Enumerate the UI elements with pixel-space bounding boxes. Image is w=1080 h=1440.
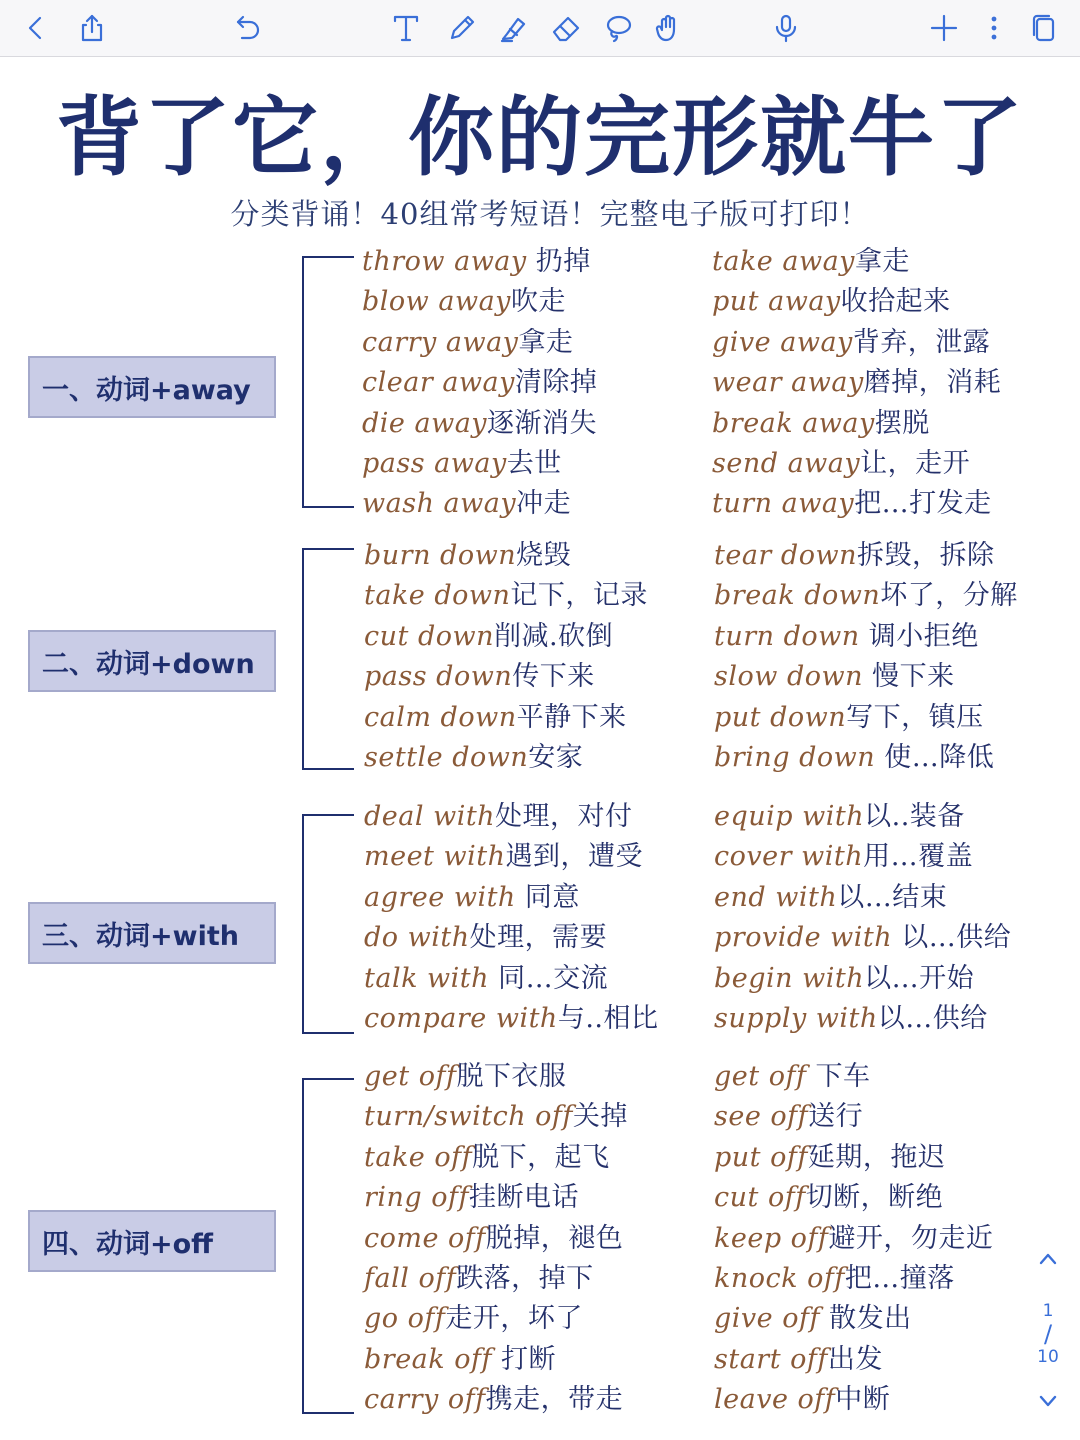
phrase-row	[364, 576, 648, 616]
phrase-row	[714, 1259, 993, 1299]
phrase-chinese: 传下来	[512, 661, 595, 693]
phrase-chinese: 烧毁	[516, 540, 572, 571]
phrase-row	[712, 363, 1001, 403]
phrase-chinese: 遇到，遭受	[505, 841, 643, 873]
phrase-english: provide with	[714, 922, 893, 954]
phrase-row	[364, 738, 648, 778]
phrase-english: take down	[364, 580, 511, 612]
phrase-english: blow away	[362, 286, 511, 318]
phrase-chinese: 下车	[806, 1061, 871, 1092]
phrase-chinese: 安家	[528, 741, 584, 773]
page-subtitle: 分类背诵！40组常考短语！完整电子版可打印！	[230, 197, 870, 231]
phrase-row	[364, 1138, 628, 1178]
phrase-english: keep off	[714, 1222, 829, 1254]
phrase-row	[714, 878, 1011, 918]
phrase-row	[362, 323, 597, 363]
phrase-row	[714, 698, 1018, 738]
phrase-english: end with	[714, 881, 838, 913]
phrase-english: put down	[714, 701, 847, 733]
phrase-list-right	[714, 797, 1011, 1039]
phrase-english: pass down	[364, 661, 513, 693]
phrase-row	[362, 444, 597, 484]
phrase-row	[364, 1057, 628, 1097]
phrase-list-right	[714, 1057, 993, 1421]
phrase-english: take away	[712, 246, 855, 277]
phrase-chinese: 以..装备	[864, 801, 965, 832]
phrase-row	[364, 1380, 628, 1420]
page-up-icon[interactable]	[1024, 1244, 1072, 1274]
phrase-row	[712, 242, 1001, 282]
phrase-row	[364, 536, 648, 576]
pen-icon[interactable]	[442, 8, 482, 48]
phrase-row	[714, 1178, 993, 1218]
phrase-english: ring off	[364, 1182, 470, 1214]
phrase-english: throw away	[362, 246, 527, 277]
phrase-english: send away	[712, 447, 861, 479]
phrase-english: settle down	[364, 741, 529, 773]
category-label-down: 二、动词+down	[28, 630, 276, 692]
phrase-chinese: 平静下来	[516, 701, 627, 733]
phrase-english: slow down	[714, 661, 863, 693]
phrase-english: wash away	[362, 488, 517, 520]
phrase-row	[714, 1299, 993, 1339]
phrase-english: get off	[364, 1061, 457, 1092]
bracket-away	[302, 256, 354, 508]
phrase-english: die away	[362, 407, 488, 439]
phrase-chinese: 以…供给	[892, 922, 1012, 954]
phrase-row	[364, 657, 648, 697]
phrase-chinese: 同意	[515, 881, 580, 913]
lasso-icon[interactable]	[598, 8, 638, 48]
phrase-list-right	[712, 242, 1001, 525]
page-down-icon[interactable]	[1024, 1386, 1072, 1416]
phrase-row	[364, 1299, 628, 1339]
phrase-english: knock off	[714, 1262, 845, 1294]
page-title: 背了它，你的完形就牛了	[56, 88, 1024, 188]
phrase-row	[714, 1340, 993, 1380]
phrase-row	[714, 1138, 993, 1178]
phrase-row	[364, 918, 659, 958]
phrase-english: turn/switch off	[364, 1101, 573, 1133]
hand-icon[interactable]	[648, 8, 688, 48]
phrase-english: leave off	[714, 1384, 836, 1416]
phrase-chinese: 记下，记录	[510, 580, 648, 612]
phrase-row	[364, 1219, 628, 1259]
phrase-chinese: 以…结束	[837, 881, 948, 913]
phrase-row	[362, 282, 597, 322]
phrase-row	[364, 617, 648, 657]
phrase-chinese: 处理，对付	[495, 801, 633, 832]
undo-icon[interactable]	[228, 8, 268, 48]
phrase-row	[364, 1097, 628, 1137]
phrase-chinese: 脱下衣服	[456, 1061, 567, 1092]
phrase-english: begin with	[714, 962, 865, 994]
phrase-row	[364, 837, 659, 877]
phrase-english: carry off	[364, 1384, 486, 1416]
phrase-chinese: 摆脱	[874, 407, 930, 439]
phrase-english: meet with	[364, 841, 506, 873]
phrase-chinese: 关掉	[572, 1101, 628, 1133]
phrase-chinese: 脱下，起飞	[472, 1141, 610, 1173]
phrase-english: cut off	[714, 1182, 806, 1214]
phrase-english: come off	[364, 1222, 486, 1254]
phrase-chinese: 脱掉，褪色	[485, 1222, 624, 1254]
phrase-chinese: 走开，坏了	[445, 1303, 583, 1335]
phrase-english: put away	[712, 286, 841, 318]
phrase-row	[712, 444, 1001, 484]
phrase-chinese: 挂断电话	[469, 1182, 580, 1214]
category-label-with: 三、动词+with	[28, 902, 276, 964]
category-label-off: 四、动词+off	[28, 1210, 276, 1272]
category-label-away: 一、动词+away	[28, 356, 276, 418]
microphone-icon[interactable]	[766, 8, 806, 48]
phrase-row	[714, 738, 1018, 778]
phrase-row	[362, 404, 597, 444]
phrase-english: see off	[714, 1101, 809, 1133]
phrase-english: bring down	[714, 741, 876, 773]
back-icon[interactable]	[16, 8, 56, 48]
phrase-row	[714, 657, 1018, 697]
phrase-row	[714, 918, 1011, 958]
phrase-list-left	[364, 536, 648, 778]
add-icon[interactable]	[924, 8, 964, 48]
share-icon[interactable]	[72, 8, 112, 48]
phrase-row	[364, 797, 659, 837]
phrase-english: give away	[712, 326, 853, 358]
phrase-row	[714, 797, 1011, 837]
phrase-chinese: 送行	[808, 1101, 864, 1133]
page-indicator	[1024, 1244, 1072, 1414]
phrase-chinese: 扔掉	[526, 246, 591, 277]
phrase-english: supply with	[714, 1002, 878, 1034]
phrase-chinese: 磨掉，消耗	[863, 367, 1002, 399]
page-separator: /	[1043, 1320, 1053, 1348]
phrase-english: break away	[712, 407, 875, 439]
phrase-english: put off	[714, 1141, 808, 1173]
current-page: 1	[1042, 1301, 1054, 1321]
bracket-with	[302, 814, 354, 1034]
phrase-row	[364, 1259, 628, 1299]
pages-icon[interactable]	[1024, 8, 1064, 48]
phrase-chinese: 削减.砍倒	[493, 620, 614, 652]
phrase-row	[714, 536, 1018, 576]
phrase-chinese: 用…覆盖	[863, 841, 974, 873]
phrase-row	[362, 242, 597, 282]
phrase-chinese: 坏了，分解	[880, 580, 1018, 612]
phrase-english: equip with	[714, 801, 865, 832]
bracket-off	[302, 1078, 354, 1414]
total-pages: 10	[1037, 1347, 1059, 1367]
phrase-row	[364, 959, 659, 999]
phrase-chinese: 清除掉	[514, 367, 598, 399]
phrase-row	[714, 617, 1018, 657]
phrase-chinese: 冲走	[516, 488, 572, 520]
phrase-list-left	[362, 242, 597, 525]
phrase-list-right	[714, 536, 1018, 778]
phrase-row	[712, 282, 1001, 322]
phrase-english: turn away	[712, 488, 855, 520]
phrase-english: get off	[714, 1061, 807, 1092]
phrase-chinese: 写下，镇压	[846, 701, 984, 733]
phrase-english: break off	[364, 1343, 492, 1375]
phrase-chinese: 处理，需要	[469, 922, 608, 954]
phrase-english: tear down	[714, 540, 857, 571]
phrase-english: give off	[714, 1303, 820, 1335]
phrase-chinese: 出发	[827, 1343, 883, 1375]
phrase-chinese: 吹走	[510, 286, 566, 318]
phrase-english: turn down	[714, 620, 860, 652]
phrase-chinese: 把…打发走	[854, 488, 992, 520]
phrase-english: burn down	[364, 540, 517, 571]
phrase-row	[714, 837, 1011, 877]
phrase-row	[714, 999, 1011, 1039]
text-tool-icon[interactable]	[386, 8, 426, 48]
phrase-chinese: 拆毁，拆除	[856, 540, 995, 571]
phrase-row	[714, 576, 1018, 616]
phrase-row	[364, 999, 659, 1039]
phrase-chinese: 避开，勿走近	[828, 1222, 994, 1254]
phrase-row	[712, 404, 1001, 444]
phrase-chinese: 使…降低	[875, 741, 995, 773]
phrase-english: break down	[714, 580, 881, 612]
phrase-chinese: 逐渐消失	[487, 407, 598, 439]
phrase-list-left	[364, 797, 659, 1039]
phrase-row	[364, 878, 659, 918]
phrase-row	[362, 484, 597, 524]
phrase-chinese: 拿走	[518, 326, 574, 358]
phrase-row	[364, 1340, 628, 1380]
phrase-english: wear away	[712, 367, 864, 399]
phrase-english: start off	[714, 1343, 828, 1375]
phrase-english: carry away	[362, 326, 519, 358]
phrase-row	[364, 1178, 628, 1218]
phrase-chinese: 慢下来	[862, 661, 955, 693]
phrase-row	[362, 363, 597, 403]
phrase-chinese: 切断，断绝	[805, 1182, 944, 1214]
phrase-row	[714, 1380, 993, 1420]
phrase-row	[714, 1219, 993, 1259]
phrase-row	[712, 323, 1001, 363]
phrase-english: clear away	[362, 367, 515, 399]
phrase-row	[712, 484, 1001, 524]
phrase-chinese: 散发出	[819, 1303, 912, 1335]
phrase-chinese: 打断	[491, 1343, 557, 1375]
phrase-chinese: 背弃，泄露	[852, 326, 991, 358]
phrase-english: agree with	[364, 881, 516, 913]
phrase-chinese: 携走，带走	[485, 1384, 624, 1416]
more-icon[interactable]	[974, 8, 1014, 48]
phrase-row	[714, 1097, 993, 1137]
phrase-chinese: 让，走开	[860, 447, 971, 479]
phrase-english: cut down	[364, 620, 494, 652]
top-toolbar	[0, 0, 1080, 57]
phrase-chinese: 与..相比	[557, 1002, 659, 1034]
phrase-english: take off	[364, 1141, 473, 1173]
highlighter-icon[interactable]	[494, 8, 534, 48]
phrase-english: go off	[364, 1303, 446, 1335]
phrase-row	[714, 1057, 993, 1097]
phrase-chinese: 跌落，掉下	[456, 1262, 594, 1294]
phrase-chinese: 把…撞落	[844, 1262, 955, 1294]
phrase-chinese: 去世	[506, 447, 562, 479]
phrase-chinese: 延期，拖迟	[807, 1141, 946, 1173]
phrase-chinese: 收拾起来	[840, 286, 951, 318]
phrase-chinese: 以…供给	[877, 1002, 988, 1034]
bracket-down	[302, 548, 354, 770]
phrase-chinese: 调小拒绝	[859, 620, 979, 652]
phrase-english: deal with	[364, 801, 496, 832]
eraser-icon[interactable]	[546, 8, 586, 48]
phrase-row	[714, 959, 1011, 999]
phrase-list-left	[364, 1057, 628, 1421]
phrase-chinese: 拿走	[854, 246, 910, 277]
phrase-english: talk with	[364, 962, 490, 994]
phrase-english: fall off	[364, 1262, 457, 1294]
phrase-english: pass away	[362, 447, 507, 479]
phrase-chinese: 同…交流	[489, 962, 609, 994]
phrase-chinese: 以…开始	[864, 962, 975, 994]
phrase-chinese: 中断	[835, 1384, 891, 1416]
phrase-row	[364, 698, 648, 738]
phrase-english: do with	[364, 922, 470, 954]
phrase-english: calm down	[364, 701, 517, 733]
phrase-english: compare with	[364, 1002, 558, 1034]
phrase-english: cover with	[714, 841, 864, 873]
